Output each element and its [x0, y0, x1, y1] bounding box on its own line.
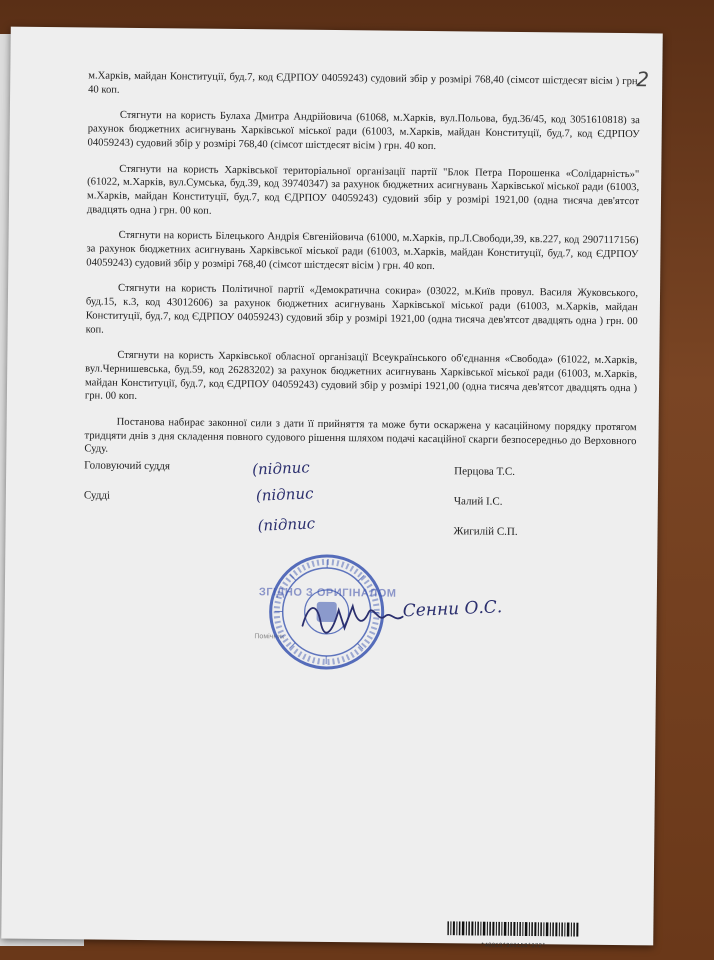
- paragraph-5: Стягнути на користь Політичної партії «Демократична сокира» (03022, м.Київ провул. Василя Жуковського, буд.15, к.3, код 43012606) за рахунок бюджетних асигнувань Харківської міської ради (61003, м.Харків, майдан Конституції, буд.7, код ЄДРПОУ 04059243) судовий збір у розмірі 1921,00 (одна тисяча дев'ятсот двадцять одна ) грн. 00 коп.: [85, 283, 639, 336]
- paragraph-1: м.Харків, майдан Конституції, буд.7, код ЄДРПОУ 04059243) судовий збір у розмірі 768,40 (сімсот шістдесят вісім ) грн. 40 коп.: [88, 70, 641, 96]
- assistant-signature-name: Сенни О.С.: [402, 597, 503, 622]
- barcode-number: *40013*360153*372*: [480, 941, 546, 950]
- barcode-bars: [447, 921, 579, 936]
- paragraph-4: Стягнути на користь Білецького Андрія Євгенійовича (61000, м.Харків, пр.Л.Свободи,39, кв.227, код 2907117156) за рахунок бюджетних асигнувань Харківської міської ради (61003, м.Харків, майдан Конституції, буд.7, код ЄДРПОУ 04059243) судовий збір у розмірі 768,40 (сімсот шістдесят вісім ) грн. 40 коп.: [86, 230, 639, 272]
- certification-stamp-header: ЗГІДНО З ОРИГІНАЛОМ: [258, 586, 397, 600]
- paragraph-3: Стягнути на користь Харківської територіальної організації партії "Блок Петра Порошенка «Солідарність»" (61022, м.Харків, вул.Сумська, буд.39, код 39740347) за рахунок бюджетних асигнувань Харківської міської ради (61003, м.Харків, майдан Конституції, буд.7, код ЄДРПОУ 04059243) судовий збір у розмірі 1921,00 (одна тисяча дев'ятсот двадцять одна ) грн. 00 коп.: [86, 163, 640, 217]
- paragraph-7: Постанова набирає законної сили з дати її прийняття та може бути оскаржена у касаційному порядку протягом тридцяти днів з дня складення повного судового рішення шляхом подачі касаційної скарги безпосередньо до Верховного Суду.: [84, 416, 637, 456]
- handwritten-signature-3: (підпис: [257, 514, 316, 535]
- document-page: [1, 27, 663, 950]
- document-body: [84, 69, 640, 474]
- judges-label: Судді: [83, 489, 111, 502]
- judge-name-pertsova: Перцова Т.С.: [454, 465, 516, 478]
- page-number: 2: [636, 67, 650, 92]
- handwritten-signature-2: (підпис: [255, 484, 314, 505]
- paragraph-2: Стягнути на користь Булаха Дмитра Андрійовича (61068, м.Харків, вул.Польова, буд.36/45, код 3051610818) за рахунок бюджетних асигнувань Харківської міської ради (61003, м.Харків, майдан Конституції, буд.7, код ЄДРПОУ 04059243) судовий збір у розмірі 768,40 (сімсот шістдесят вісім ) грн. 40 коп.: [87, 110, 640, 152]
- copy-label: Помічник: [254, 633, 285, 641]
- judge-name-chalyi: Чалий І.С.: [453, 495, 503, 508]
- document-barcode: [447, 921, 579, 949]
- handwritten-signature-1: (підпис: [251, 458, 311, 479]
- judge-name-zhyhylii: Жигилій С.П.: [453, 525, 518, 538]
- paragraph-6: Стягнути на користь Харківської обласної організації Всеукраїнського об'єднання «Свобода» (61022, м.Харків, вул.Чернишевська, буд.59, код 26283202) за рахунок бюджетних асигнувань Харківської міської ради (61003, м.Харків, майдан Конституції, буд.7, код ЄДРПОУ 04059243) судовий збір у розмірі 1921,00 (одна тисяча дев'ятсот двадцять одна ) грн. 00 коп.: [84, 349, 638, 403]
- presiding-judge-label: Головуючий суддя: [84, 459, 170, 473]
